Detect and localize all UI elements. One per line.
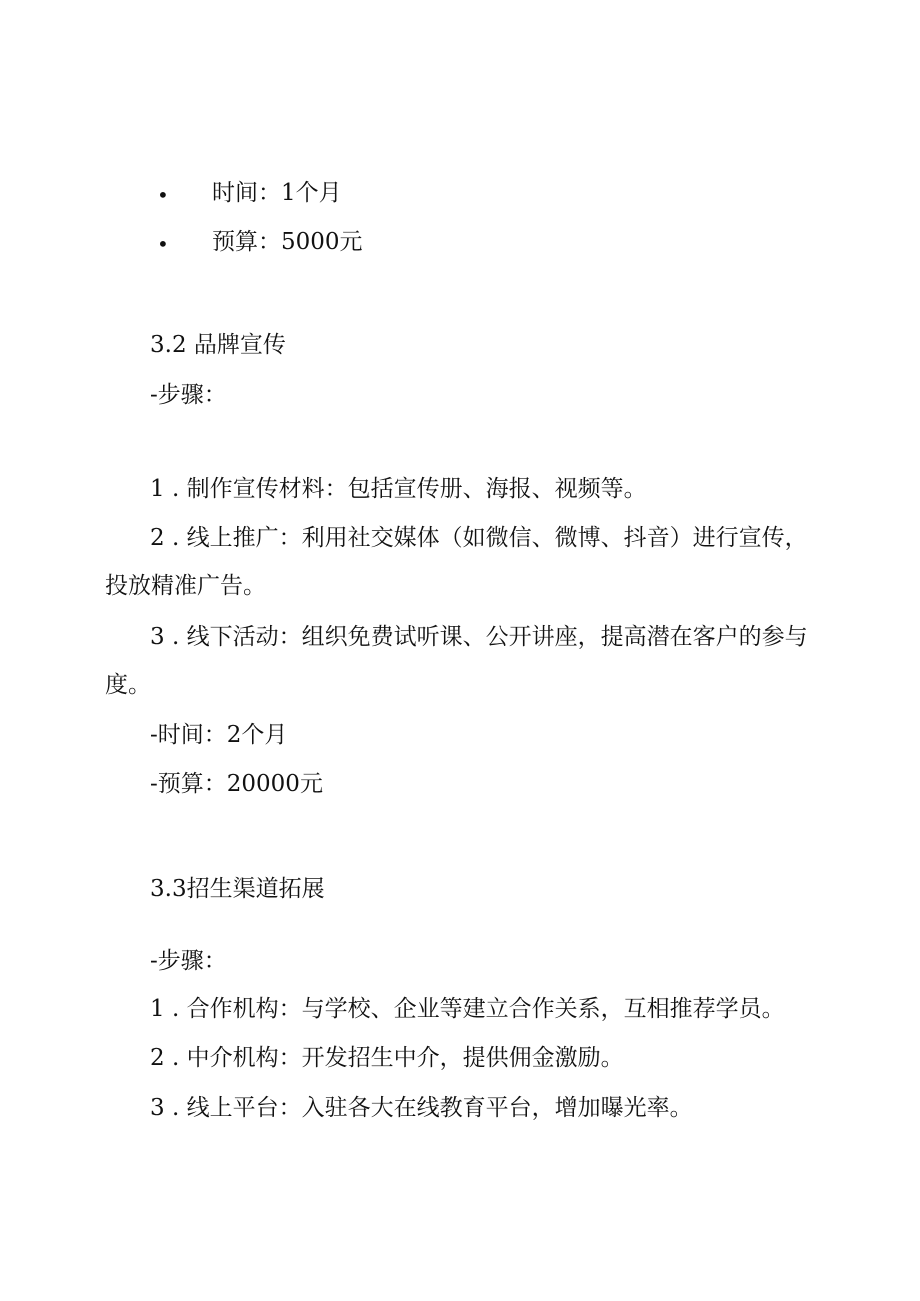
section-3-2-step-1: 1 . 制作宣传材料：包括宣传册、海报、视频等。 [150,476,647,502]
bullet-marker: • [157,232,169,256]
section-3-2-step-2-cont: 投放精准广告。 [105,573,266,599]
section-3-3-heading: 3.3招生渠道拓展 [150,876,325,902]
bullet-marker: • [157,183,169,207]
section-3-2-step-3-cont: 度。 [105,672,151,698]
section-3-2-heading: 3.2 品牌宣传 [150,332,286,358]
section-3-3-step-3: 3 . 线上平台：入驻各大在线教育平台，增加曝光率。 [150,1095,693,1121]
section-3-2-step-2: 2 . 线上推广：利用社交媒体（如微信、微博、抖音）进行宣传， [150,525,808,551]
section-3-2-steps-label: -步骤： [150,382,227,408]
section-3-2-step-3: 3 . 线下活动：组织免费试听课、公开讲座，提高潜在客户的参与 [150,624,808,650]
section-3-2-budget: -预算：20000元 [150,771,323,797]
bullet-budget: 预算：5000元 [212,229,363,255]
section-3-3-step-2: 2 . 中介机构：开发招生中介，提供佣金激励。 [150,1045,624,1071]
section-3-2-time: -时间：2个月 [150,722,288,748]
section-3-3-steps-label: -步骤： [150,948,227,974]
bullet-time: 时间：1个月 [212,180,342,206]
section-3-3-step-1: 1 . 合作机构：与学校、企业等建立合作关系，互相推荐学员。 [150,996,785,1022]
